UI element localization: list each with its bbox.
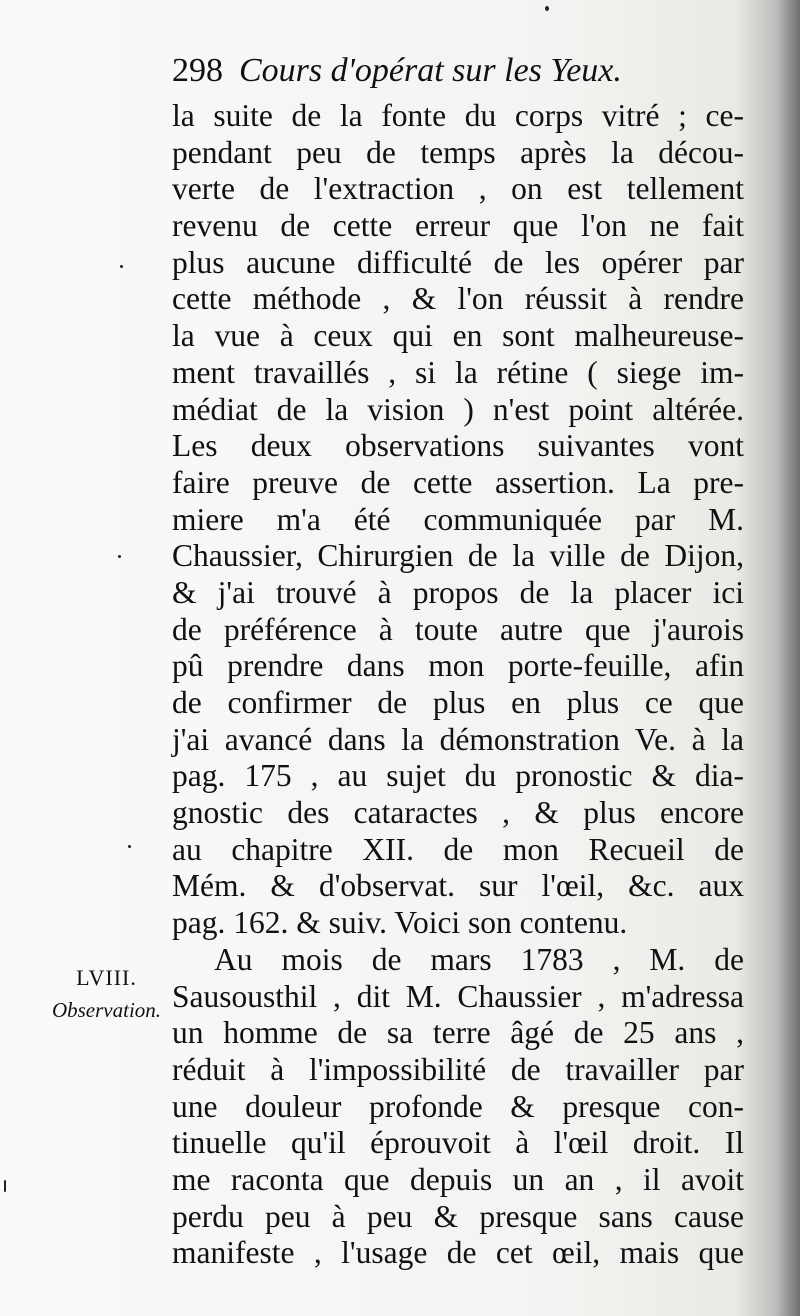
page-number: 298 <box>172 52 223 89</box>
text-line: de préférence à toute autre que j'aurois <box>172 611 744 647</box>
text-line: plus aucune difficulté de les opérer par <box>172 244 744 280</box>
ink-speck <box>118 555 121 558</box>
text-line: de confirmer de plus en plus ce que <box>172 685 744 720</box>
text-line: revenu de cette erreur que l'on ne fait <box>172 208 744 244</box>
text-line: perdu peu à peu & presque sans cause <box>172 1198 744 1234</box>
text-line: faire preuve de cette assertion. La pre- <box>172 464 744 500</box>
text-line: me raconta que depuis un an , il avoit <box>172 1161 744 1197</box>
text-line: une douleur profonde & presque con- <box>172 1088 744 1124</box>
text-line: un homme de sa terre âgé de 25 ans , <box>172 1015 744 1051</box>
text-line: Chaussier, Chirurgien de la ville de Dijon, <box>172 538 744 574</box>
text-line: verte de l'extraction , on est tellement <box>172 171 744 207</box>
text-line: Au mois de mars 1783 , M. de <box>214 941 744 977</box>
margin-observation-label: Observation. <box>51 998 162 1022</box>
text-line: Les deux observations suivantes vont <box>172 428 744 464</box>
body-text <box>172 98 744 1272</box>
text-line: pag. 162. & suiv. Voici son contenu. <box>172 905 628 941</box>
text-line: réduit à l'impossibilité de travailler par <box>172 1051 744 1087</box>
running-title: Cours d'opérat sur les Yeux. <box>239 52 622 89</box>
ink-speck <box>128 845 131 848</box>
text-line: la suite de la fonte du corps vitré ; ce- <box>172 98 744 133</box>
text-line: Mém. & d'observat. sur l'œil, &c. aux <box>172 868 744 904</box>
text-line: ment travaillés , si la rétine ( siege im- <box>172 354 744 390</box>
text-line: au chapitre XII. de mon Recueil de <box>172 831 744 867</box>
ink-speck <box>120 265 123 268</box>
text-line: gnostic des cataractes , & plus encore <box>172 795 744 831</box>
text-line: cette méthode , & l'on réussit à rendre <box>172 281 744 317</box>
text-line: pendant peu de temps après la décou- <box>172 134 744 170</box>
text-line: tinuelle qu'il éprouvoit à l'œil droit. Il <box>172 1125 744 1161</box>
text-line: j'ai avancé dans la démonstration Ve. à la <box>172 721 744 757</box>
text-line: miere m'a été communiquée par M. <box>172 501 744 537</box>
text-line: pû prendre dans mon porte-feuille, afin <box>172 648 744 684</box>
text-line: pag. 175 , au sujet du pronostic & dia- <box>172 758 744 794</box>
ink-speck <box>545 6 549 11</box>
page-header <box>172 46 752 96</box>
margin-observation-number: LVIII. <box>76 965 137 990</box>
ink-speck <box>4 1180 6 1192</box>
text-line: manifeste , l'usage de cet œil, mais que <box>172 1235 744 1271</box>
text-line: Sausousthil , dit M. Chaussier , m'adressa <box>172 978 744 1014</box>
text-line: & j'ai trouvé à propos de la placer ici <box>172 574 744 610</box>
text-line: la vue à ceux qui en sont malheureuse- <box>172 318 744 354</box>
text-line: médiat de la vision ) n'est point altérée. <box>172 391 744 427</box>
